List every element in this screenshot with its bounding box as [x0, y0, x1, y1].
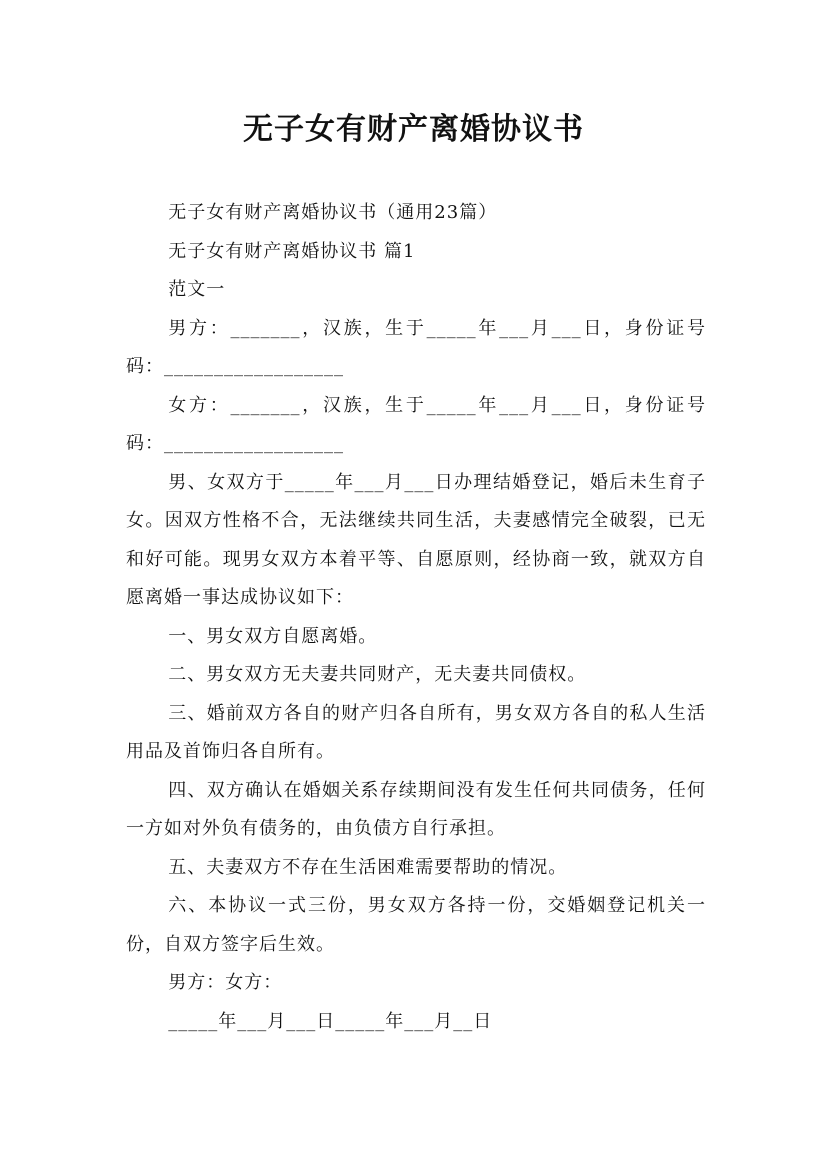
sample-label: 范文一 — [168, 279, 226, 300]
female-party-info: 女方：_______，汉族，生于_____年___月___日，身份证号码：__________________ — [126, 394, 706, 454]
document-body — [126, 194, 706, 1041]
clause-1: 一、男女双方自愿离婚。 — [168, 625, 378, 647]
subtitle-paragraph: 无子女有财产离婚协议书（通用23篇） — [168, 202, 498, 223]
document-title: 无子女有财产离婚协议书 — [243, 112, 584, 147]
preamble-paragraph: 男、女双方于_____年___月___日办理结婚登记，婚后未生育子女。因双方性格不合，无法继续共同生活，夫妻感情完全破裂，已无和好可能。现男女双方本着平等、自愿原则，经协商一致，就双方自愿离婚一事达成协议如下： — [126, 471, 706, 608]
signature-labels: 男方：女方： — [168, 972, 283, 993]
clause-2: 二、男女双方无夫妻共同财产，无夫妻共同债权。 — [168, 664, 587, 685]
clause-5: 五、夫妻双方不存在生活困难需要帮助的情况。 — [168, 856, 568, 878]
clause-4: 四、双方确认在婚姻关系存续期间没有发生任何共同债务，任何一方如对外负有债务的，由负债方自行承担。 — [126, 779, 706, 839]
section-heading: 无子女有财产离婚协议书 篇1 — [168, 240, 416, 262]
signature-dates: _____年___月___日_____年___月__日 — [168, 1010, 493, 1032]
clause-6: 六、本协议一式三份，男女双方各持一份，交婚姻登记机关一份，自双方签字后生效。 — [126, 895, 706, 955]
clause-3: 三、婚前双方各自的财产归各自所有，男女双方各自的私人生活用品及首饰归各自所有。 — [126, 702, 706, 762]
male-party-info: 男方：_______，汉族，生于_____年___月___日，身份证号码：__________________ — [126, 317, 706, 377]
